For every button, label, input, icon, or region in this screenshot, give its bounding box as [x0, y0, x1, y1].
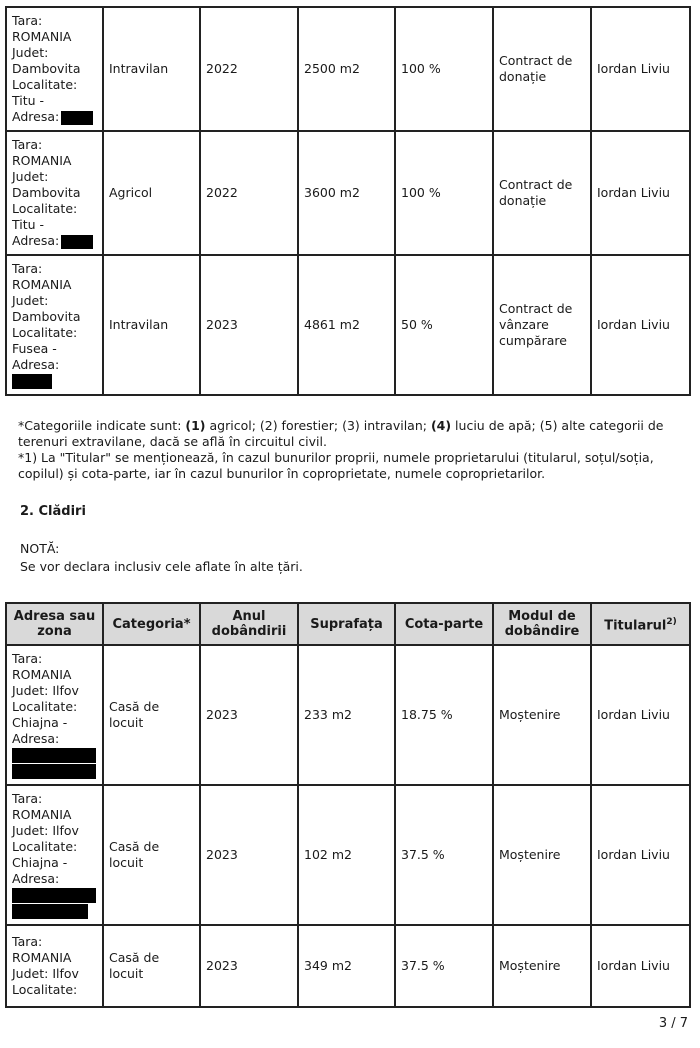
address-line: ROMANIA — [12, 667, 72, 682]
header-area: Suprafața — [298, 603, 395, 645]
area-cell: 3600 m2 — [298, 131, 395, 255]
year-cell: 2023 — [200, 785, 298, 925]
note-text: agricol; — [205, 418, 260, 433]
redacted-block — [12, 764, 96, 779]
nota-block — [20, 540, 303, 576]
redacted-block — [12, 904, 88, 919]
category-cell: Casă de locuit — [103, 645, 200, 785]
mode-cell: Moștenire — [493, 925, 591, 1007]
header-address: Adresa sau zona — [6, 603, 103, 645]
category-cell: Casă de locuit — [103, 925, 200, 1007]
address-line: Localitate: — [12, 77, 78, 92]
category-cell: Intravilan — [103, 255, 200, 395]
mode-cell: Contract de vânzare cumpărare — [493, 255, 591, 395]
owner-cell: Iordan Liviu — [591, 785, 690, 925]
address-line: ROMANIA — [12, 807, 72, 822]
address-line: Chiajna - — [12, 855, 68, 870]
table-row — [6, 131, 690, 255]
address-line: Judet: Ilfov — [12, 823, 79, 838]
address-cell — [6, 785, 103, 925]
header-category: Categoria* — [103, 603, 200, 645]
address-line: Adresa: — [12, 233, 60, 248]
titular-note: *1) La "Titular" se menționează, în cazul bunurilor proprii, numele proprietarului (titularul, soțul/soția, copilul) și cota-parte, iar în cazul bunurilor în coproprietate, numele coproprietarilor. — [18, 450, 654, 481]
owner-cell: Iordan Liviu — [591, 255, 690, 395]
address-line: Dambovita — [12, 185, 81, 200]
note-text: (5) alte categorii de terenuri extravilane, dacă se află în circuitul civil. — [18, 418, 664, 449]
mode-cell: Moștenire — [493, 645, 591, 785]
share-cell: 37.5 % — [395, 785, 493, 925]
table-row — [6, 255, 690, 395]
note-text: luciu de apă; — [451, 418, 540, 433]
table-row — [6, 645, 690, 785]
owner-cell: Iordan Liviu — [591, 7, 690, 131]
address-line: Tara: — [12, 934, 43, 949]
address-line: Tara: — [12, 651, 43, 666]
address-line: Localitate: — [12, 699, 78, 714]
mode-cell: Moștenire — [493, 785, 591, 925]
address-cell — [6, 925, 103, 1007]
address-line: Adresa: — [12, 109, 60, 124]
area-cell: 2500 m2 — [298, 7, 395, 131]
table-row — [6, 925, 690, 1007]
categories-note — [8, 418, 692, 450]
land-table — [5, 6, 691, 396]
address-line: Judet: — [12, 45, 49, 60]
header-mode: Modul de dobândire — [493, 603, 591, 645]
address-line: Localitate: — [12, 325, 78, 340]
mode-cell: Contract de donație — [493, 131, 591, 255]
header-share: Cota-parte — [395, 603, 493, 645]
category-cell: Casă de locuit — [103, 785, 200, 925]
year-cell: 2022 — [200, 131, 298, 255]
address-line: ROMANIA — [12, 950, 72, 965]
category-cell: Agricol — [103, 131, 200, 255]
note-text: *Categoriile indicate sunt: — [18, 418, 186, 433]
page-number: 3 / 7 — [658, 1016, 688, 1031]
address-line: Localitate: — [12, 982, 78, 997]
area-cell: 349 m2 — [298, 925, 395, 1007]
note-num: (4) — [430, 418, 452, 433]
area-cell: 102 m2 — [298, 785, 395, 925]
redacted-block — [61, 235, 93, 249]
share-cell: 100 % — [395, 7, 493, 131]
address-line: Localitate: — [12, 839, 78, 854]
note-text: (3) intravilan; — [342, 418, 431, 433]
note-text: (2) forestier; — [259, 418, 343, 433]
buildings-table — [5, 602, 691, 1008]
share-cell: 37.5 % — [395, 925, 493, 1007]
address-line: Titu - — [12, 93, 45, 108]
owner-cell: Iordan Liviu — [591, 131, 690, 255]
address-line: Localitate: — [12, 201, 78, 216]
address-line: ROMANIA — [12, 277, 72, 292]
share-cell: 18.75 % — [395, 645, 493, 785]
address-line: Titu - — [12, 217, 45, 232]
category-cell: Intravilan — [103, 7, 200, 131]
year-cell: 2023 — [200, 255, 298, 395]
address-cell — [6, 255, 103, 395]
notes-block — [8, 418, 692, 482]
nota-label: NOTĂ: — [20, 541, 60, 556]
area-cell: 233 m2 — [298, 645, 395, 785]
address-line: Dambovita — [12, 61, 81, 76]
address-line: Judet: Ilfov — [12, 966, 79, 981]
redacted-block — [61, 111, 93, 125]
address-line: Adresa: — [12, 357, 60, 372]
year-cell: 2023 — [200, 925, 298, 1007]
address-line: Fusea - — [12, 341, 57, 356]
share-cell: 50 % — [395, 255, 493, 395]
owner-cell: Iordan Liviu — [591, 645, 690, 785]
note-num: (1) — [185, 418, 206, 433]
redacted-block — [12, 374, 52, 389]
table-row — [6, 785, 690, 925]
address-line: ROMANIA — [12, 29, 72, 44]
address-line: Tara: — [12, 261, 43, 276]
section-title: 2. Clădiri — [20, 504, 86, 519]
header-owner-label: Titularul — [604, 618, 667, 634]
header-year: Anul dobândirii — [200, 603, 298, 645]
address-cell — [6, 7, 103, 131]
redacted-block — [12, 888, 96, 903]
address-line: Tara: — [12, 13, 43, 28]
address-line: Adresa: — [12, 871, 60, 886]
address-line: Tara: — [12, 791, 43, 806]
mode-cell: Contract de donație — [493, 7, 591, 131]
address-line: Adresa: — [12, 731, 60, 746]
address-line: Chiajna - — [12, 715, 68, 730]
address-line: Tara: — [12, 137, 43, 152]
address-line: Judet: — [12, 169, 49, 184]
nota-text: Se vor declara inclusiv cele aflate în alte țări. — [20, 559, 303, 574]
address-cell — [6, 645, 103, 785]
area-cell: 4861 m2 — [298, 255, 395, 395]
address-line: Judet: — [12, 293, 49, 308]
header-owner-sup: 2) — [666, 616, 677, 627]
address-line: Judet: Ilfov — [12, 683, 79, 698]
address-line: Dambovita — [12, 309, 81, 324]
table-row — [6, 7, 690, 131]
redacted-block — [12, 748, 96, 763]
header-row — [6, 603, 690, 645]
year-cell: 2022 — [200, 7, 298, 131]
address-line: ROMANIA — [12, 153, 72, 168]
address-cell — [6, 131, 103, 255]
owner-cell: Iordan Liviu — [591, 925, 690, 1007]
header-owner — [591, 603, 690, 645]
share-cell: 100 % — [395, 131, 493, 255]
year-cell: 2023 — [200, 645, 298, 785]
